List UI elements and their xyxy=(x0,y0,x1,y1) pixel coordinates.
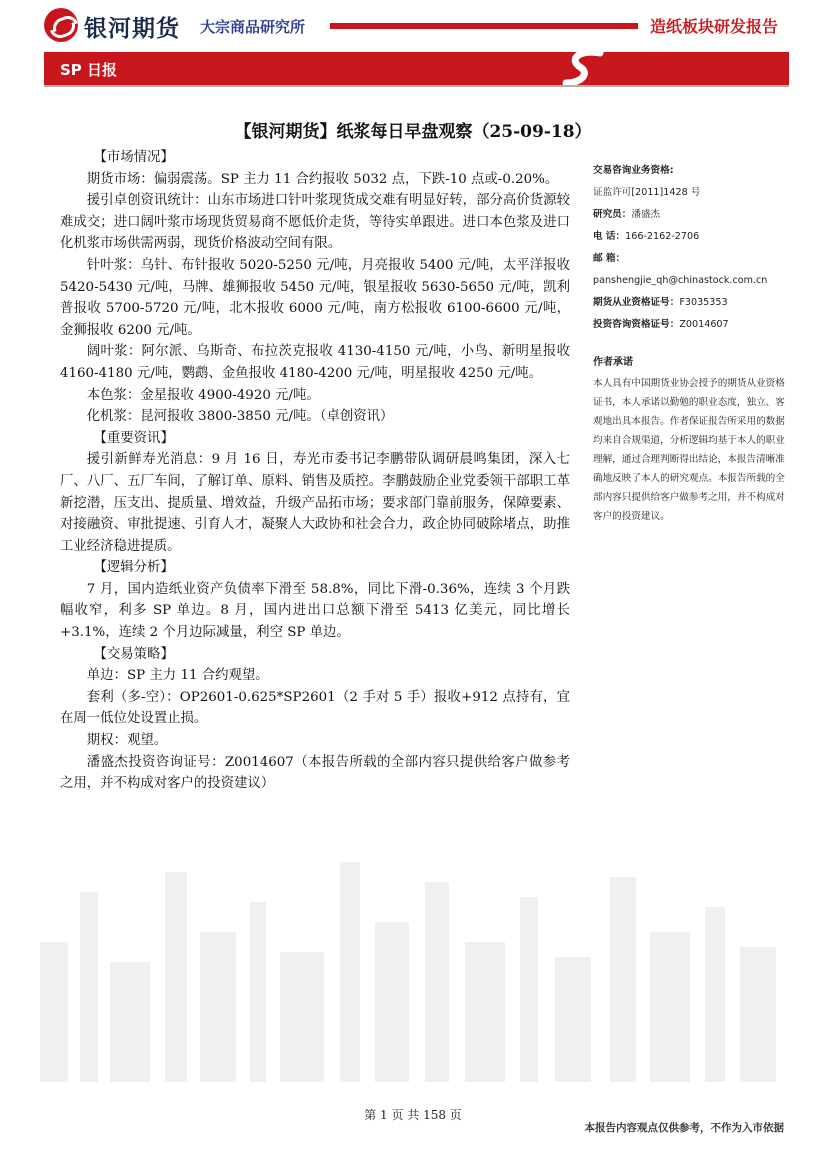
phone-label: 电 话： xyxy=(593,231,626,242)
researcher-name: 潘盛杰 xyxy=(631,209,661,220)
header-divider xyxy=(330,23,638,29)
page-number: 第 1 页 共 158 页 xyxy=(364,1108,462,1122)
galaxy-logo-icon xyxy=(44,8,78,42)
paragraph: 单边：SP 主力 11 合约观望。 xyxy=(86,668,269,684)
pledge-text: 本人具有中国期货业协会授予的期货从业资格证书，本人承诺以勤勉的职业态度，独立、客观地出具本报告。作者保证报告所采用的数据均来自合规渠道，分析逻辑均基于本人的职业理解，通过合理判断得出结论，本报告清晰准确地反映了本人的研究观点。本报告所载的全部内容只提供给客户做参考之用，并不构成对客户的投资建议。 xyxy=(593,378,785,522)
institute-name: 大宗商品研究所 xyxy=(200,18,306,36)
paragraph: 针叶浆：乌针、布针报收 5020-5250 元/吨，月亮报收 5400 元/吨，太平洋报收 5420-5430 元/吨，马牌、雄狮报收 5450 元/吨，银星报收 5630-5650 元/吨，凯利普报收 5700-5720 元/吨，北木报收 6000 元/吨，南方松报收 6100-6600 元/吨，金狮报收 6200 元/吨。 xyxy=(60,257,570,338)
paragraph: 本色浆：金星报收 4900-4920 元/吨。 xyxy=(86,387,320,403)
report-type: 造纸板块研发报告 xyxy=(650,17,779,36)
section-heading: 【逻辑分析】 xyxy=(93,560,174,576)
section-heading: 【重要资讯】 xyxy=(93,430,174,446)
paragraph: 套利（多-空）：OP2601-0.625*SP2601（2 手对 5 手）报收+912 点持有，宜在周一低位处设置止损。 xyxy=(60,689,570,727)
sidebar-info xyxy=(593,160,789,526)
s-swoosh-icon xyxy=(560,49,610,87)
report-title: 【银河期货】纸浆每日早盘观察（25-09-18） xyxy=(234,122,592,142)
band-label: SP 日报 xyxy=(60,61,118,79)
consult-cert-label: 投资咨询资格证号： xyxy=(593,319,680,330)
report-band xyxy=(44,52,789,85)
pledge-title: 作者承诺 xyxy=(593,357,633,368)
paragraph: 援引新鲜寿光消息：9 月 16 日，寿光市委书记李鹏带队调研晨鸣集团，深入七厂、八厂、五厂车间，了解订单、原料、销售及质控。李鹏鼓励企业党委领干部职工革新挖潜，压支出、提质量、增效益，升级产品拓市场；要求部门靠前服务，保障要素、对接融资、审批提速、引育人才，凝聚人大政协和社会合力，政企协同破除堵点，助推工业经济稳进提质。 xyxy=(60,452,570,554)
qualification-label: 交易咨询业务资格: xyxy=(593,165,674,176)
researcher-label: 研究员： xyxy=(593,209,632,220)
futures-cert-label: 期货从业资格证号： xyxy=(593,297,680,308)
paragraph: 期权：观望。 xyxy=(86,733,168,749)
paragraph: 阔叶浆：阿尔派、乌斯奇、布拉茨克报收 4130-4150 元/吨，小鸟、新明星报收 4160-4180 元/吨，鹦鹉、金鱼报收 4180-4200 元/吨，明星报收 4250 元/吨。 xyxy=(60,344,570,381)
decorative-skyline xyxy=(0,852,826,1082)
paragraph: 潘盛杰投资咨询证号：Z0014607（本报告所载的全部内容只提供给客户做参考之用，并不构成对客户的投资建议） xyxy=(60,754,570,792)
main-content xyxy=(60,147,570,795)
futures-cert-number: F3035353 xyxy=(679,297,728,308)
band-underline xyxy=(44,85,789,87)
paragraph: 期货市场：偏弱震荡。SP 主力 11 合约报收 5032 点，下跌-10 点或-0.20%。 xyxy=(86,171,559,187)
paragraph: 化机浆：昆河报收 3800-3850 元/吨。（卓创资讯） xyxy=(86,409,394,425)
section-heading: 【交易策略】 xyxy=(93,646,174,662)
paragraph: 7 月，国内造纸业资产负债率下滑至 58.8%，同比下滑-0.36%，连续 3 个月跌幅收窄，利多 SP 单边。8 月，国内进出口总额下滑至 5413 亿美元，同比增长+3.1%，连续 2 个月边际减量，利空 SP 单边。 xyxy=(60,581,570,641)
email-label: 邮 箱： xyxy=(593,253,626,264)
footer-disclaimer: 本报告内容观点仅供参考，不作为入市依据 xyxy=(584,1122,784,1134)
brand-name: 银河期货 xyxy=(84,16,180,42)
license-number: 证监许可[2011]1428 号 xyxy=(593,187,701,198)
phone-number: 166-2162-2706 xyxy=(625,231,700,242)
consult-cert-number: Z0014607 xyxy=(679,319,729,330)
section-heading: 【市场情况】 xyxy=(93,150,174,165)
email-address: panshengjie_qh@chinastock.com.cn xyxy=(593,275,768,286)
paragraph: 援引卓创资讯统计：山东市场进口针叶浆现货成交难有明显好转，部分高价货源较难成交；进口阔叶浆市场现货贸易商不愿低价走货，等待实单跟进。进口本色浆及进口化机浆市场供需两弱，现货价格波动空间有限。 xyxy=(60,193,570,252)
